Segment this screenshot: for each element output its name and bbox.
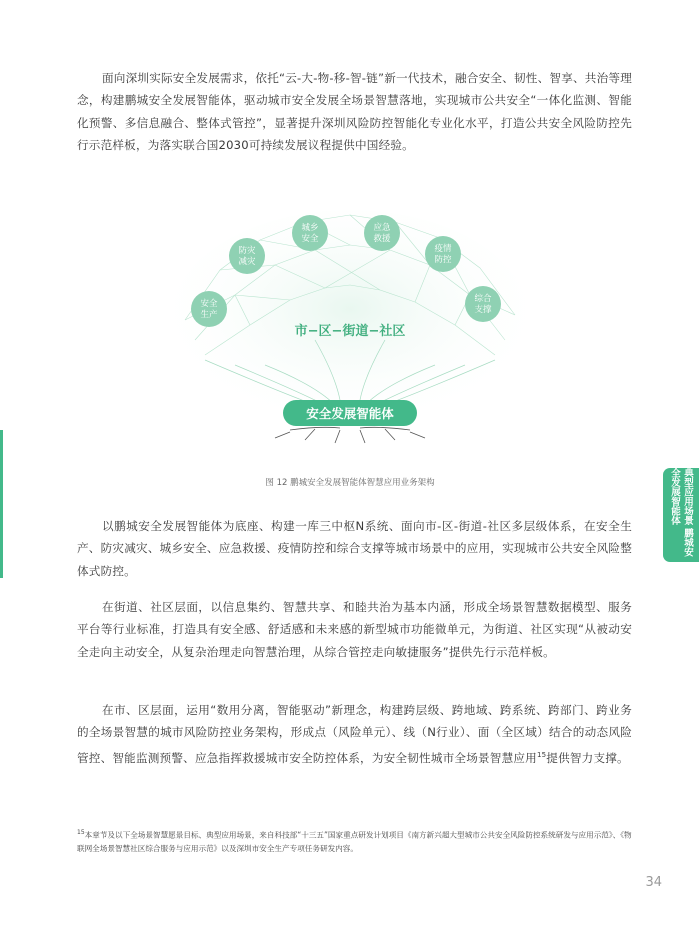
footnote <box>77 826 637 855</box>
paragraph-city-district-tail: 提供智力支撑。 <box>546 750 629 765</box>
paragraph-city-district <box>77 699 632 769</box>
center-label: 市−区−街道−社区 <box>294 324 406 339</box>
chapter-side-tab[interactable]: 典型应用场景 鹏城安全发展智能体 <box>663 468 699 562</box>
node-6-line2: 支撑 <box>474 305 492 315</box>
footnote-number: 15 <box>77 829 85 836</box>
node-1 <box>191 291 227 327</box>
node-6 <box>465 286 501 322</box>
node-3-line2: 安全 <box>301 234 319 244</box>
figure-caption: 图 12 鹏城安全发展智能体智慧应用业务架构 <box>265 478 435 488</box>
footnote-ref[interactable]: 15 <box>536 750 547 759</box>
page-number: 34 <box>645 875 662 890</box>
node-2-line1: 防灾 <box>238 246 256 256</box>
node-3 <box>292 215 328 251</box>
paragraph-base: 以鹏城安全发展智能体为底座、构建一库三中枢N系统、面向市-区-街道-社区多层级体系，在安全生产、防灾减灾、城乡安全、应急救援、疫情防控和综合支撑等城市场景中的应用，实现城市公共安全风险整体式防控。 <box>77 519 632 578</box>
node-2-line2: 减灾 <box>238 257 256 267</box>
node-5-line2: 防控 <box>434 255 452 265</box>
node-5 <box>425 236 461 272</box>
architecture-figure <box>165 200 535 488</box>
node-4-line1: 应急 <box>373 223 391 233</box>
node-4 <box>364 215 400 251</box>
node-3-line1: 城乡 <box>301 223 319 233</box>
footnote-text: 本章节及以下全场景智慧愿景目标、典型应用场景，来自科技部“十三五”国家重点研发计划项目《南方新兴超大型城市公共安全风险防控系统研发与应用示范》、《物联网全场景智慧社区综合服务与应用示范》以及深圳市安全生产专项任务研发内容。 <box>77 830 632 853</box>
node-2 <box>229 238 265 274</box>
base-label: 安全发展智能体 <box>306 406 394 421</box>
paragraph-street-community: 在街道、社区层面，以信息集约、智慧共享、和睦共治为基本内涵，形成全场景智慧数据模型、服务平台等行业标准，打造具有安全感、舒适感和未来感的新型城市功能微单元，为街道、社区实现“从被动安全走向主动安全，从复杂治理走向智慧治理，从综合管控走向敏捷服务”提供先行示范样板。 <box>77 600 632 659</box>
node-1-line2: 生产 <box>200 310 218 320</box>
node-1-line1: 安全 <box>200 299 218 309</box>
paragraph-intro: 面向深圳实际安全发展需求，依托“云-大-物-移-智-链”新一代技术，融合安全、韧性、智享、共治等理念，构建鹏城安全发展智能体，驱动城市安全发展全场景智慧落地，实现城市公共安全“一体化监测、智能化预警、多信息融合、整体式管控”，显著提升深圳风险防控智能化专业化水平，打造公共安全风险防控先行示范样板，为落实联合国2030可持续发展议程提供中国经验。 <box>77 71 632 153</box>
node-5-line1: 疫情 <box>434 244 452 254</box>
left-edge-marker <box>0 430 3 578</box>
architecture-tree-diagram <box>165 200 535 470</box>
node-6-line1: 综合 <box>474 294 492 304</box>
paragraph-city-district-body: 在市、区层面，运用“数用分离，智能驱动”新理念，构建跨层级、跨地域、跨系统、跨部门、跨业务的全场景智慧的城市风险防控业务架构，形成点（风险单元）、线（N行业）、面（全区域）结合的动态风险管控、智能监测预警、应急指挥救援城市安全防控体系，为安全韧性城市全场景智慧应用 <box>77 703 632 765</box>
node-4-line2: 救援 <box>373 234 391 244</box>
